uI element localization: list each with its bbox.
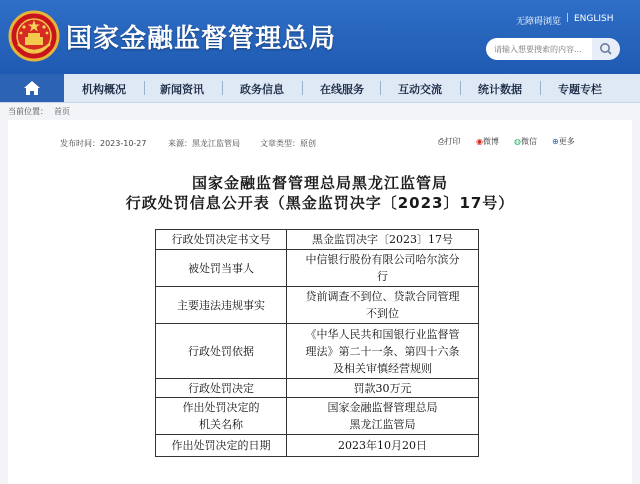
- table-value-text: 中信银行股份有限公司哈尔滨分: [305, 253, 460, 266]
- table-key-text: 主要违法违规事实: [177, 298, 265, 312]
- table-value-text: 国家金融监督管理总局: [327, 401, 438, 414]
- weibo-share-button[interactable]: [476, 136, 499, 147]
- home-icon: [0, 74, 64, 102]
- nav-divider: [302, 81, 303, 95]
- print-label: 打印: [444, 137, 461, 146]
- more-label: 更多: [558, 137, 575, 146]
- table-key-text: 作出处罚决定的日期: [171, 439, 271, 452]
- nav-item-online-service[interactable]: 在线服务: [320, 83, 364, 96]
- table-value-cell: [287, 435, 479, 457]
- nav-item-gov-info[interactable]: 政务信息: [240, 83, 284, 96]
- nav-item-interaction[interactable]: 互动交流: [398, 83, 442, 96]
- nav-divider: [540, 81, 541, 95]
- table-value-text: 黑金监罚决字〔2023〕17号: [312, 233, 453, 246]
- weibo-label: 微博: [482, 137, 499, 146]
- nav-divider: [460, 81, 461, 95]
- nav-home-button[interactable]: [0, 74, 64, 102]
- table-value-text: 不到位: [366, 307, 399, 320]
- search-icon: [592, 38, 620, 60]
- table-value-text: 2023年10月20日: [338, 439, 427, 452]
- weibo-icon: ◉: [476, 137, 483, 146]
- table-value-cell: [287, 287, 479, 324]
- header-separator: |: [566, 13, 570, 23]
- more-share-button[interactable]: [552, 136, 575, 147]
- more-icon: ⊕: [552, 137, 559, 146]
- table-value-text: 黑龙江监管局: [349, 418, 416, 431]
- article-title-line2: 行政处罚信息公开表（黑金监罚决字〔2023〕17号）: [125, 194, 515, 212]
- nav-divider: [222, 81, 223, 95]
- table-value-cell: [287, 250, 479, 287]
- wechat-label: 微信: [520, 137, 537, 146]
- table-key-text: 机关名称: [199, 418, 243, 431]
- nav-divider: [144, 81, 145, 95]
- table-row: [156, 435, 479, 457]
- table-row: [156, 398, 479, 435]
- search-button[interactable]: [592, 38, 620, 60]
- table-key-cell: [156, 324, 287, 379]
- breadcrumb-home-link[interactable]: 首页: [54, 107, 70, 116]
- article-type: 文章类型：原创: [260, 139, 316, 148]
- breadcrumb-label: 当前位置：: [8, 107, 48, 116]
- table-row: [156, 250, 479, 287]
- english-link[interactable]: ENGLISH: [574, 14, 614, 24]
- table-key-cell: [156, 435, 287, 457]
- wechat-icon: ◍: [514, 137, 521, 146]
- table-key-cell: [156, 379, 287, 398]
- nav-item-statistics[interactable]: 统计数据: [478, 83, 522, 96]
- table-key-cell: [156, 287, 287, 324]
- site-title: 国家金融监督管理总局: [66, 24, 337, 54]
- table-value-cell: [287, 398, 479, 435]
- table-key-text: 行政处罚决定书文号: [171, 233, 271, 246]
- national-emblem-icon: [8, 10, 60, 62]
- table-key-text: 作出处罚决定的: [182, 401, 260, 414]
- table-key-text: 行政处罚依据: [188, 344, 254, 358]
- table-key-cell: [156, 250, 287, 287]
- publish-date: 发布时间：2023-10-27: [60, 139, 147, 148]
- nav-divider: [380, 81, 381, 95]
- table-key-text: 被处罚当事人: [188, 261, 254, 275]
- nav-item-special-topics[interactable]: 专题专栏: [558, 83, 602, 96]
- table-key-cell: [156, 398, 287, 435]
- article-source: 来源：黑龙江监管局: [168, 139, 240, 148]
- accessibility-link[interactable]: 无障碍浏览: [516, 17, 562, 27]
- print-button[interactable]: [438, 136, 460, 147]
- printer-icon: ⎙: [438, 137, 445, 146]
- site-header: [0, 0, 640, 74]
- table-row: [156, 379, 479, 398]
- nav-item-news[interactable]: 新闻资讯: [160, 83, 204, 96]
- table-row: [156, 287, 479, 324]
- table-value-text: 行: [377, 270, 388, 283]
- article-title-line1: 国家金融监督管理总局黑龙江监管局: [191, 174, 448, 192]
- breadcrumb: [8, 106, 76, 117]
- table-value-cell: [287, 230, 479, 250]
- table-value-cell: [287, 379, 479, 398]
- wechat-share-button[interactable]: [514, 136, 537, 147]
- table-value-cell: [287, 324, 479, 379]
- table-row: [156, 324, 479, 379]
- table-value-text: 贷前调查不到位、贷款合同管理: [305, 290, 460, 303]
- table-value-text: 及相关审慎经营规则: [333, 361, 432, 375]
- nav-item-about[interactable]: 机构概况: [82, 83, 126, 96]
- table-value-text: 罚款30万元: [353, 381, 412, 395]
- main-nav: [0, 74, 640, 103]
- penalty-info-table: [155, 229, 479, 457]
- table-value-text: 理法》第二十一条、第四十六条: [305, 344, 460, 358]
- table-value-text: 《中华人民共和国银行业监督管: [305, 327, 460, 341]
- table-key-text: 行政处罚决定: [188, 381, 254, 395]
- search-input[interactable]: [486, 38, 592, 60]
- table-key-cell: [156, 230, 287, 250]
- table-row: [156, 230, 479, 250]
